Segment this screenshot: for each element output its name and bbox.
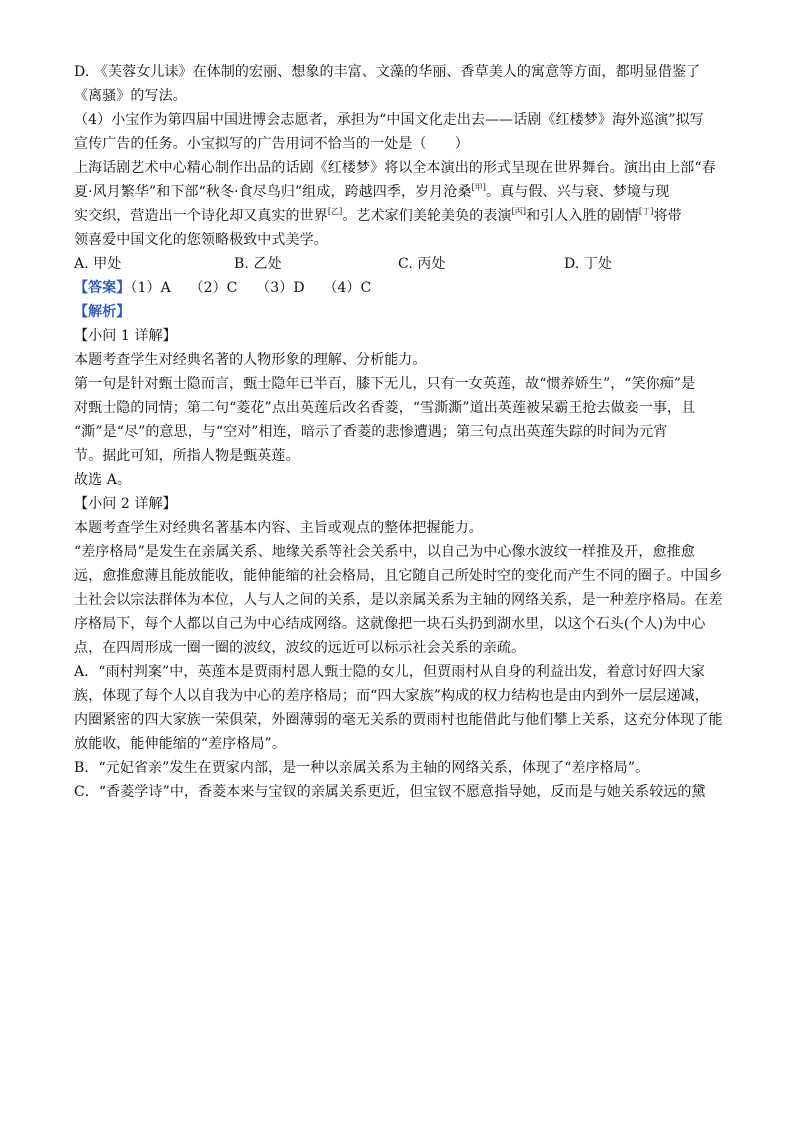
option-b: B. 乙处 bbox=[234, 256, 282, 272]
text-line: 故选 A。 bbox=[74, 472, 132, 488]
ad-text: 将带 bbox=[653, 208, 682, 224]
text-line: 族，体现了每个人以自我为中心的差序格局；而“四大家族”构成的权力结构也是由内到外一层层递减， bbox=[74, 688, 709, 704]
text-line: （4）小宝作为第四届中国进博会志愿者，承担为“中国文化走出去——话剧《红楼梦》海外巡演”拟写 bbox=[74, 112, 704, 128]
ad-text: 。真与假、兴与衰、梦境与现 bbox=[486, 184, 670, 200]
text-line: 点，在四周形成一圈一圈的波纹，波纹的远近可以标示社会关系的亲疏。 bbox=[74, 640, 526, 656]
marker-yi: [乙] bbox=[327, 207, 343, 216]
ad-text: 。艺术家们美轮美奂的表演 bbox=[342, 208, 512, 224]
text-line: “差序格局”是发生在亲属关系、地缘关系等社会关系中，以自己为中心像水波纹一样推及开，愈推愈 bbox=[74, 544, 695, 560]
text-line bbox=[74, 204, 724, 228]
marker-ding: [丁] bbox=[638, 207, 654, 216]
q1-header: 【小问 1 详解】 bbox=[74, 328, 177, 344]
text-line: 本题考查学生对经典名著基本内容、主旨或观点的整体把握能力。 bbox=[74, 520, 483, 536]
options-row bbox=[74, 252, 724, 276]
ad-text: 实交织，营造出一个诗化却又真实的世界 bbox=[74, 208, 328, 224]
marker-bing: [丙] bbox=[511, 207, 527, 216]
option-a: A. 甲处 bbox=[74, 256, 122, 272]
text-line: 节。据此可知，所指人物是甄英莲。 bbox=[74, 448, 300, 464]
document-page bbox=[74, 60, 724, 804]
text-line: 本题考查学生对经典名著的人物形象的理解、分析能力。 bbox=[74, 352, 427, 368]
text-line: 上海话剧艺术中心精心制作出品的话剧《红楼梦》将以全本演出的形式呈现在世界舞台。演出由上部“春 bbox=[74, 160, 716, 176]
answer-label: 【答案】 bbox=[74, 280, 131, 296]
marker-jia: [甲] bbox=[471, 183, 487, 192]
text-line: 序格局下，每个人都以自己为中心结成网络。这就像把一块石头扔到湖水里，以这个石头(个人)为中心 bbox=[74, 616, 706, 632]
text-line: 《离骚》的写法。 bbox=[74, 88, 187, 104]
ad-text: 夏·风月繁华”和下部“秋冬·食尽鸟归”组成，跨越四季，岁月沧桑 bbox=[74, 184, 472, 200]
text-line: 内圈紧密的四大家族一荣俱荣，外圈薄弱的毫无关系的贾雨村也能借此与他们攀上关系，这充分体现了能 bbox=[74, 712, 723, 728]
answer-text: （1）A （2）C （3）D （4）C bbox=[130, 280, 372, 296]
text-line: D. 《芙蓉女儿诔》在体制的宏丽、想象的丰富、文藻的华丽、香草美人的寓意等方面，都明显借鉴了 bbox=[74, 64, 701, 80]
text-line: C．“香菱学诗”中，香菱本来与宝钗的亲属关系更近，但宝钗不愿意指导她，反而是与她关系较远的黛 bbox=[74, 784, 706, 800]
option-d: D. 丁处 bbox=[564, 256, 613, 272]
q2-header: 【小问 2 详解】 bbox=[74, 496, 177, 512]
text-line: 领喜爱中国文化的您领略极致中式美学。 bbox=[74, 232, 328, 248]
text-line: B．“元妃省亲”发生在贾家内部，是一种以亲属关系为主轴的网络关系，体现了“差序格局”。 bbox=[74, 760, 650, 776]
text-line bbox=[74, 180, 724, 204]
answer-line bbox=[74, 276, 724, 300]
text-line: A．“雨村判案”中，英莲本是贾雨村恩人甄士隐的女儿，但贾雨村从自身的利益出发，着意讨好四大家 bbox=[74, 664, 706, 680]
option-c: C. 丙处 bbox=[398, 256, 446, 272]
text-line: 土社会以宗法群体为本位，人与人之间的关系，是以亲属关系为主轴的网络关系，是一种差序格局。在差 bbox=[74, 592, 723, 608]
text-line: 对甄士隐的同情；第二句“菱花”点出英莲后改名香菱，“雪澌澌”道出英莲被呆霸王抢去做妾一事，且 bbox=[74, 400, 696, 416]
ad-text: 和引人入胜的剧情 bbox=[526, 208, 639, 224]
text-line: 宣传广告的任务。小宝拟写的广告用词不恰当的一处是（ ） bbox=[74, 136, 469, 152]
text-line: 远，愈推愈薄且能放能收，能伸能缩的社会格局，且它随自己所处时空的变化而产生不同的圈子。中国乡 bbox=[74, 568, 723, 584]
text-line: 放能收，能伸能缩的“差序格局”。 bbox=[74, 736, 286, 752]
text-line: “澌”是“尽”的意思，与“空对”相连，暗示了香菱的悲惨遭遇；第三句点出英莲失踪的时间为元宵 bbox=[74, 424, 668, 440]
analysis-label: 【解析】 bbox=[74, 304, 131, 320]
text-line: 第一句是针对甄士隐而言，甄士隐年已半百，膝下无儿，只有一女英莲，故“惯养娇生”，“笑你痴”是 bbox=[74, 376, 696, 392]
